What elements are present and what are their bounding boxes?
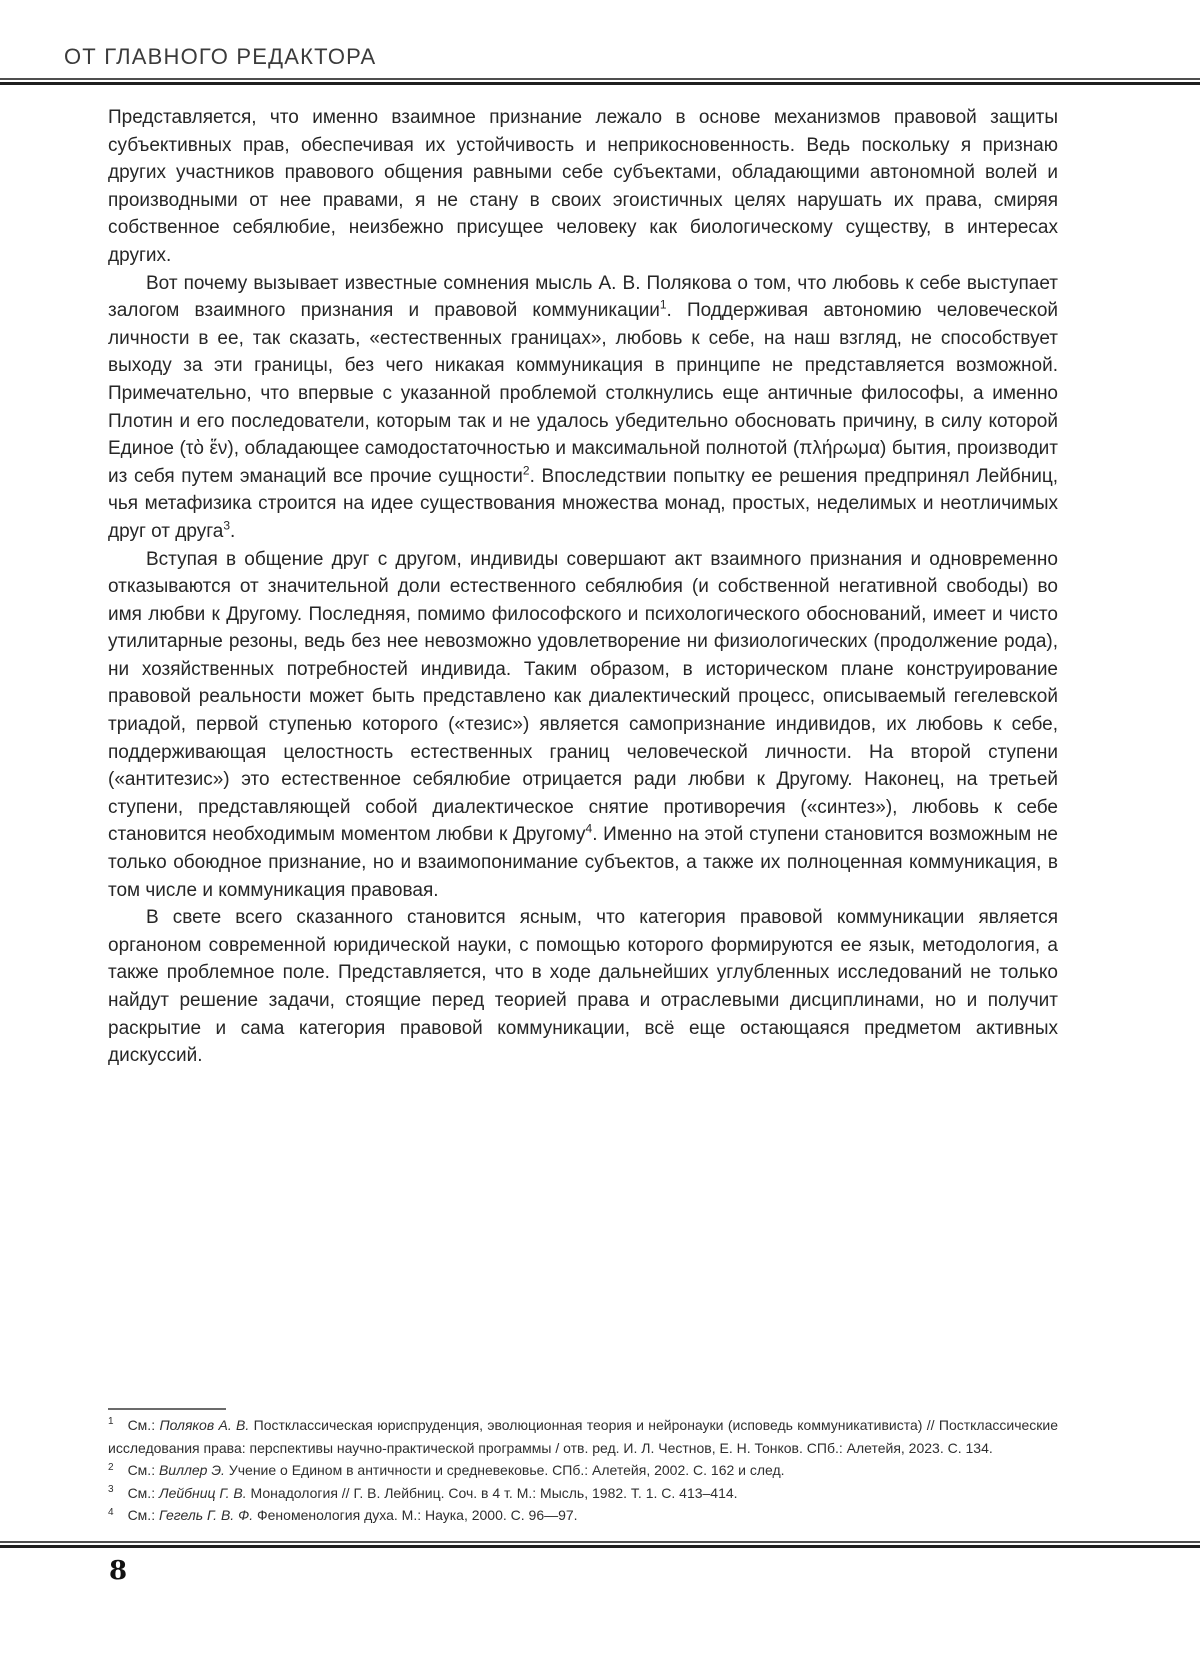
header-rule <box>0 78 1200 85</box>
footnote-author: Виллер Э. <box>158 1462 225 1479</box>
footnote: $^1$ См.: Поляков А. В. Постклассическая юриспруденция, эволюционная теория и нейронауки (исповедь коммуникативиста) // Постклассические исследования права: перспективы научно-практической программы / отв. ред. И. Л. Честнов, Е. Н. Тонков. СПб.: Алетейя, 2023. С. 134. <box>108 1416 1059 1456</box>
page-number: 8 <box>109 1556 128 1586</box>
footnote: $^4$ См.: Гегель Г. В. Ф. Феноменология духа. М.: Наука, 2000. С. 96—97. <box>108 1506 578 1524</box>
article-body <box>108 104 1058 1070</box>
page-header-title: ОТ ГЛАВНОГО РЕДАКТОРА <box>64 44 377 69</box>
footnotes-section <box>108 1414 1058 1527</box>
body-paragraph: Вступая в общение друг с другом, индивиды совершают акт взаимного признания и одновременно отказываются от значительной доли естественного себялюбия (и собственной негативной свободы) во имя любви к Другому. Последняя, помимо философского и психологического обоснований, имеет и чисто утилитарные резоны, ведь без нее невозможно удовлетворение ни физиологических (продолжение рода), ни хозяйственных потребностей индивида. Таким образом, в историческом плане конструирование правовой реальности может быть представлено как диалектический процесс, описываемый гегелевской триадой, первой ступенью которого («тезис») является самопризнание индивидов, их любовь к себе, поддерживающая целостность естественных границ человеческой личности. На второй ступени («антитезис») это естественное себялюбие отрицается ради любви к Другому. Наконец, на третьей ступени, представляющей собой диалектическое снятие противоречия («синтез»), любовь к себе становится необходимым моментом любви к Другому$^4$. Именно на этой ступени становится возможным не только обоюдное признание, но и взаимопонимание субъектов, а также их полноценная коммуникация, в том числе и коммуникация правовая. <box>108 548 1058 901</box>
body-paragraph: Представляется, что именно взаимное признание лежало в основе механизмов правовой защиты субъективных прав, обеспечивая их устойчивость и неприкосновенность. Ведь поскольку я признаю других участников правового общения равными себе субъектами, обладающими автономной волей и производными от нее правами, я не стану в своих эгоистичных целях нарушать их права, смиряя собственное себялюбие, неизбежно присущее человеку как биологическому существу, в интересах других. <box>108 107 1058 266</box>
footnote-ref: 3 <box>223 518 230 533</box>
footnote-number: 2 <box>108 1461 114 1473</box>
footnote: $^3$ См.: Лейбниц Г. В. Монадология // Г. В. Лейбниц. Соч. в 4 т. М.: Мысль, 1982. Т. 1. С. 413–414. <box>108 1484 738 1501</box>
footnote: $^2$ См.: Виллер Э. Учение о Едином в античности и средневековье. СПб.: Алетейя, 2002. С. 162 и след. <box>108 1461 785 1479</box>
footnote-ref: 2 <box>522 463 530 478</box>
footnote-ref: 1 <box>659 297 667 312</box>
footnote-author: Лейбниц Г. В. <box>158 1484 247 1501</box>
footnote-number: 1 <box>108 1416 114 1428</box>
footnote-author: Гегель Г. В. Ф. <box>158 1507 254 1524</box>
footnote-number: 3 <box>108 1484 114 1496</box>
footnote-author: Поляков А. В. <box>159 1417 250 1433</box>
body-paragraph: В свете всего сказанного становится ясным, что категория правовой коммуникации является органоном современной юридической науки, с помощью которого формируются ее язык, методология, а также проблемное поле. Представляется, что в ходе дальнейших углубленных исследований не только найдут решение задачи, стоящие перед теорией права и отраслевыми дисциплинами, но и получит раскрытие и сама категория правовой коммуникации, всё еще остающаяся предметом активных дискуссий. <box>108 907 1058 1067</box>
footnote-number: 4 <box>108 1506 114 1518</box>
footnote-ref: 4 <box>585 822 593 837</box>
footer-rule <box>0 1541 1200 1548</box>
footnote-separator <box>108 1408 226 1410</box>
body-paragraph: Вот почему вызывает известные сомнения мысль А. В. Полякова о том, что любовь к себе выступает залогом взаимного признания и правовой коммуникации$^1$. Поддерживая автономию человеческой личности в ее, так сказать, «естественных границах», любовь к себе, на наш взгляд, не способствует выходу за эти границы, без чего никакая коммуникация в принципе не представляется возможной. Примечательно, что впервые с указанной проблемой столкнулись еще античные философы, а именно Плотин и его последователи, которым так и не удалось убедительно обосновать причину, в силу которой Единое (τὸ ἕν), обладающее самодостаточностью и максимальной полнотой (πλήρωμα) бытия, производит из себя путем эманаций все прочие сущности$^2$. Впоследствии попытку ее решения предпринял Лейбниц, чья метафизика строится на идее существования множества монад, простых, неделимых и неотличимых друг от друга$^3$. <box>108 272 1059 542</box>
